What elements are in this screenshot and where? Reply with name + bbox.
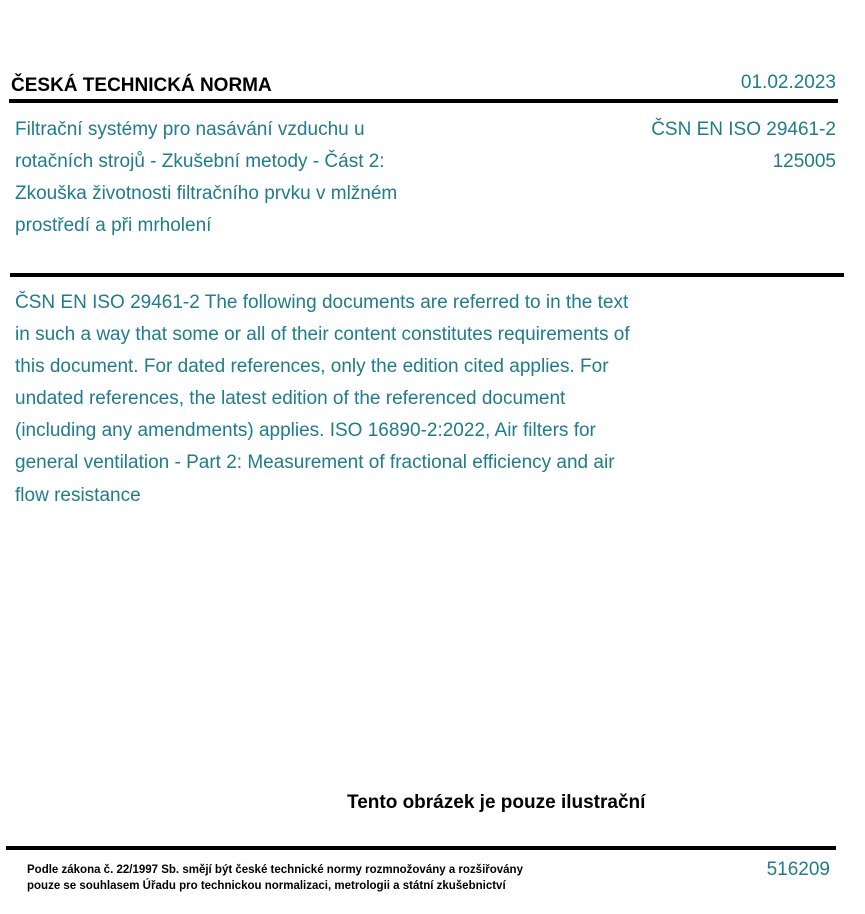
legal-notice [27,862,647,894]
document-title: Filtrační systémy pro nasávání vzduchu u rotačních strojů - Zkušební metody - Část 2: Zkouška životnosti filtračního prvku v mlžném prostředí a při mrholení [15,119,398,236]
illustration-note: Tento obrázek je pouze ilustrační [347,792,646,813]
normative-references-text: ČSN EN ISO 29461-2 The following documents are referred to in the text in such a way that some or all of their content constitutes requirements of this document. For dated references, only the edition cited applies. For undated references, the latest edition of the referenced document (including any amendments) applies. ISO 16890-2:2022, Air filters for general ventilation - Part 2: Measurement of fractional efficiency and air flow resistance [15,292,630,506]
standard-number: ČSN EN ISO 29461-2 [651,119,836,140]
document-code-block [651,114,836,178]
class-code: 125005 [772,151,836,172]
norm-header-title: ČESKÁ TECHNICKÁ NORMA [11,75,272,96]
legal-notice-line-2: pouze se souhlasem Úřadu pro technickou normalizaci, metrologii a státní zkušebnictví [27,880,506,892]
publication-date: 01.02.2023 [740,72,836,93]
catalog-number: 516209 [766,859,830,880]
legal-notice-line-1: Podle zákona č. 22/1997 Sb. smějí být české technické normy rozmnožovány a rozšiřovány [27,864,523,876]
header-divider [9,99,838,103]
footer-divider [6,846,836,850]
title-divider [10,273,844,277]
